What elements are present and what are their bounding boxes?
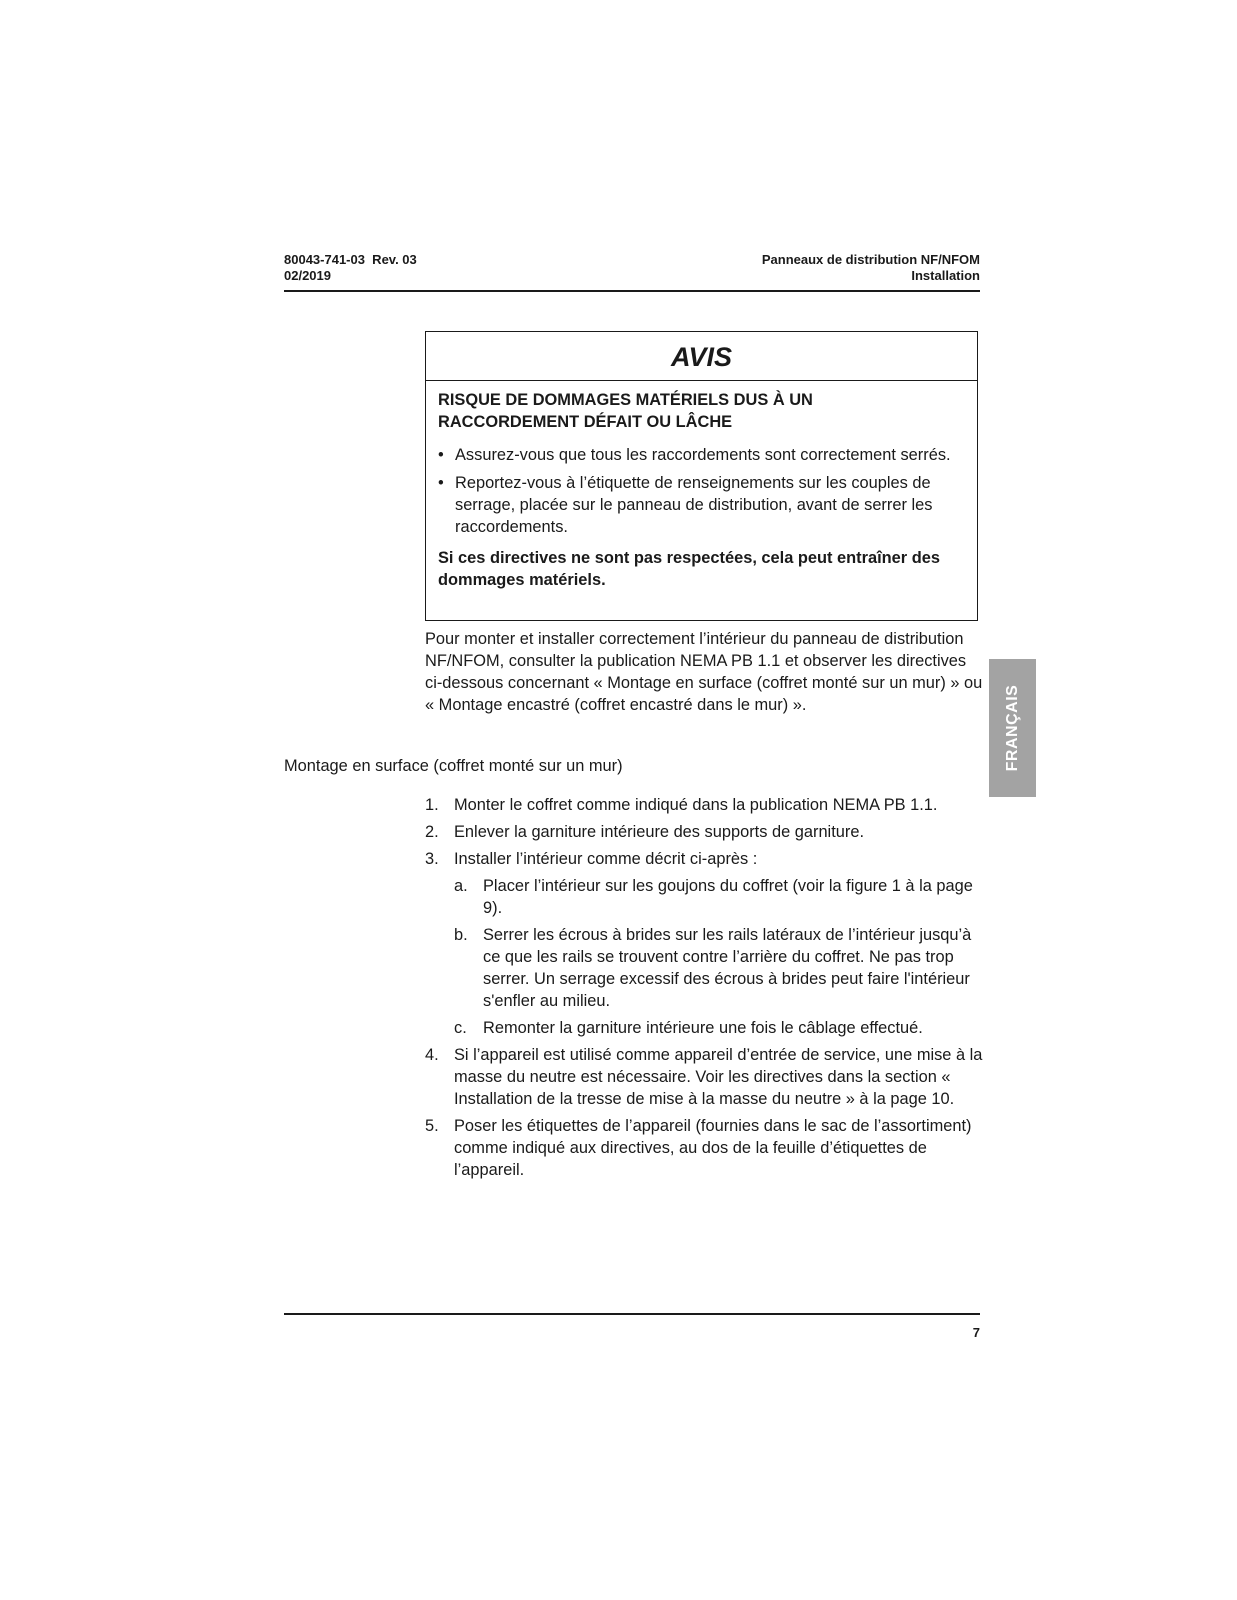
- step-text: Installer l’intérieur comme décrit ci-après :: [454, 850, 758, 868]
- step-item: [425, 821, 985, 843]
- step-item: [425, 794, 985, 816]
- substep-item: [454, 1017, 985, 1039]
- step-text: Enlever la garniture intérieure des supports de garniture.: [454, 823, 864, 841]
- substep-letter: c.: [454, 1019, 467, 1037]
- language-tab: [989, 659, 1036, 797]
- document-number: 80043-741-03 Rev. 03: [284, 252, 417, 267]
- section-heading: Montage en surface (coffret monté sur un mur): [284, 757, 623, 775]
- step-item: [425, 848, 985, 1039]
- notice-box: [425, 331, 978, 621]
- step-text: Poser les étiquettes de l’appareil (fournies dans le sac de l’assortiment) comme indiqué aux directives, au dos de la feuille d’étiquettes de l’appareil.: [454, 1117, 972, 1179]
- substep-text: Serrer les écrous à brides sur les rails latéraux de l’intérieur jusqu’à ce que les rails se trouvent contre l’arrière du coffret. Ne pas trop serrer. Un serrage excessif des écrous à brides peut faire l'intérieur s'enfler au milieu.: [483, 926, 972, 1010]
- step-number: 3.: [425, 850, 439, 868]
- substep-text: Placer l’intérieur sur les goujons du coffret (voir la figure 1 à la page 9).: [483, 877, 973, 917]
- notice-warning: Si ces directives ne sont pas respectées, cela peut entraîner des dommages matériels.: [438, 549, 940, 589]
- header-left: [284, 252, 417, 284]
- notice-bullet-list: [438, 444, 963, 538]
- notice-body: [426, 381, 977, 591]
- substep-item: [454, 924, 985, 1012]
- substep-item: [454, 875, 985, 919]
- step-text: Si l’appareil est utilisé comme appareil d’entrée de service, une mise à la masse du neutre est nécessaire. Voir les directives dans la section « Installation de la tresse de mise à la masse du neutre » à la page 10.: [454, 1046, 983, 1108]
- page-number: 7: [972, 1325, 980, 1340]
- step-number: 4.: [425, 1046, 439, 1064]
- header-rule: [284, 290, 980, 292]
- notice-subtitle-line1: RISQUE DE DOMMAGES MATÉRIELS DUS À UN: [438, 391, 813, 409]
- intro-paragraph: Pour monter et installer correctement l’intérieur du panneau de distribution NF/NFOM, consulter la publication NEMA PB 1.1 et observer les directives ci-dessous concernant « Montage en surface (coffret monté sur un mur) » ou « Montage encastré (coffret encastré dans le mur) ».: [425, 630, 983, 714]
- step-item: [425, 1115, 985, 1181]
- header-right: [700, 252, 980, 284]
- substep-letter: a.: [454, 877, 468, 895]
- language-tab-label: FRANÇAIS: [1003, 684, 1021, 772]
- notice-subtitle: [438, 389, 963, 433]
- step-number: 2.: [425, 823, 439, 841]
- notice-subtitle-line2: RACCORDEMENT DÉFAIT OU LÂCHE: [438, 413, 733, 431]
- step-text: Monter le coffret comme indiqué dans la publication NEMA PB 1.1.: [454, 796, 938, 814]
- substep-letter: b.: [454, 926, 468, 944]
- document-subtitle: Installation: [911, 268, 980, 283]
- footer-rule: [284, 1313, 980, 1315]
- step-number: 5.: [425, 1117, 439, 1135]
- substep-text: Remonter la garniture intérieure une fois le câblage effectué.: [483, 1019, 923, 1037]
- step-item: [425, 1044, 985, 1110]
- notice-bullet: • Assurez-vous que tous les raccordements sont correctement serrés.: [438, 444, 963, 466]
- steps-list: [425, 794, 985, 1186]
- notice-title: AVIS: [426, 332, 977, 381]
- substeps-list: [454, 875, 985, 1039]
- document-title: Panneaux de distribution NF/NFOM: [761, 252, 980, 267]
- document-date: 02/2019: [284, 268, 331, 283]
- step-number: 1.: [425, 796, 439, 814]
- notice-bullet: • Reportez-vous à l’étiquette de renseignements sur les couples de serrage, placée sur le panneau de distribution, avant de serrer les raccordements.: [438, 472, 963, 538]
